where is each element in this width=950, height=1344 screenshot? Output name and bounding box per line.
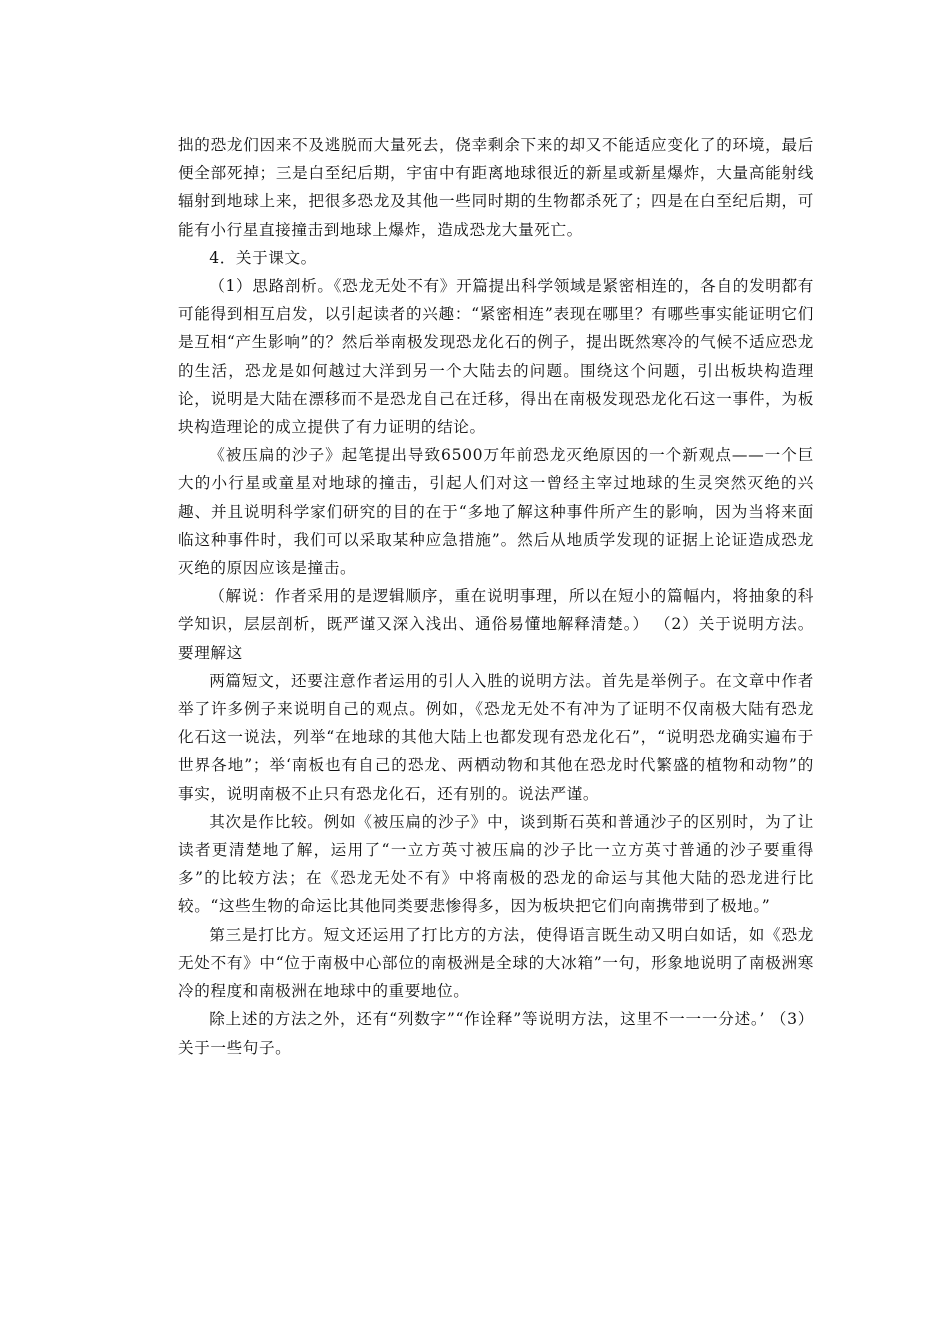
paragraph-examples: 两篇短文，还要注意作者运用的引人入胜的说明方法。首先是举例子。在文章中作者举了许多例子来说明自己的观点。例如，《恐龙无处不有冲为了证明不仅南极大陆有恐龙化石这一说法，列举“在地球的其他大陆上也都发现有恐龙化石”，“说明恐龙确实遍布于世界各地”；举‘南板也有自己的恐龙、两栖动物和其他在恐龙时代繁盛的植物和动物”的事实，说明南极不止只有恐龙化石，还有别的。说法严谨。 xyxy=(178,671,814,803)
paragraph-thought-analysis: （1）思路剖析。《恐龙无处不有》开篇提出科学领域是紧密相连的，各自的发明都有可能得到相互启发，以引起读者的兴趣：“紧密相连”表现在哪里？有哪些事实能证明它们是互相“产生影响”的？然后举南极发现恐龙化石的例子，提出既然寒冷的气候不适应恐龙的生活，恐龙是如何越过大洋到另一个大陆去的问题。围绕这个问题，引出板块构造理论，说明是大陆在漂移而不是恐龙自己在迁移，得出在南极发现恐龙化石这一事件，为板块构造理论的成立提供了有力证明的结论。 xyxy=(178,277,814,437)
paragraph-other-methods: 除上述的方法之外，还有“列数字”“作诠释”等说明方法，这里不一一一分述。’ （3）关于一些句子。 xyxy=(178,1010,814,1057)
paragraph-explanation: （解说：作者采用的是逻辑顺序，重在说明事理，所以在短小的篇幅内，将抽象的科学知识，层层剖析，既严谨又深入浅出、通俗易懂地解释清楚。） （2）关于说明方法。要理解这 xyxy=(178,587,814,662)
section-heading-about-text: 4．关于课文。 xyxy=(209,248,317,267)
paragraph-flattened-sand: 《被压扁的沙子》起笔提出导致6500万年前恐龙灭绝原因的一个新观点——一个巨大的小行星或童星对地球的撞击，引起人们对这一曾经主宰过地球的生灵突然灭绝的兴趣、并且说明科学家们研究的目的在于“多地了解这种事件所产生的影响，因为当将来面临这种事件时，我们可以采取某种应急措施”。然后从地质学发现的证据上论证造成恐龙灭绝的原因应该是撞击。 xyxy=(178,446,814,578)
paragraph-analogy: 第三是打比方。短文还运用了打比方的方法，使得语言既生动又明白如话，如《恐龙无处不有》中“位于南极中心部位的南极洲是全球的大冰箱”一句，形象地说明了南极洲寒冷的程度和南极洲在地球中的重要地位。 xyxy=(178,925,814,1001)
paragraph-continued: 拙的恐龙们因来不及逃脱而大量死去，侥幸剩余下来的却又不能适应变化了的环境，最后便全部死掉；三是白至纪后期，宇宙中有距离地球很近的新星或新星爆炸，大量高能射线辐射到地球上来，把很多恐龙及其他一些同时期的生物都杀死了；四是在白至纪后期，可能有小行星直接撞击到地球上爆炸，造成恐龙大量死亡。 xyxy=(178,136,814,239)
paragraph-comparison: 其次是作比较。例如《被压扁的沙子》中，谈到斯石英和普通沙子的区别时，为了让读者更清楚地了解，运用了“一立方英寸被压扁的沙子比一立方英寸普通的沙子要重得多”的比较方法；在《恐龙无处不有》中将南极的恐龙的命运与其他大陆的恐龙进行比较。“这些生物的命运比其他同类要悲惨得多，因为板块把它们向南携带到了极地。” xyxy=(178,812,814,916)
